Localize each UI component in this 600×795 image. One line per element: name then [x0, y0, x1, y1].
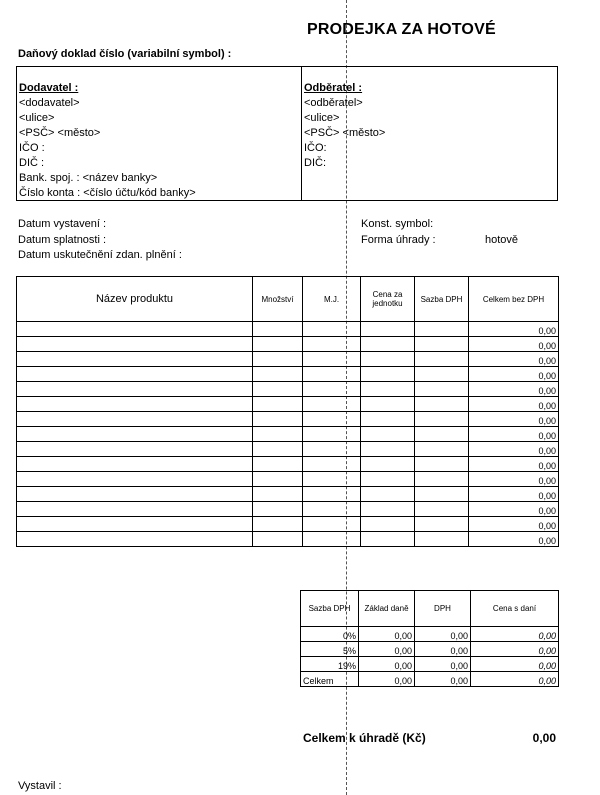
payment-block [361, 217, 436, 248]
item-unit-cell [303, 487, 361, 502]
item-row [17, 397, 559, 412]
item-unit-cell [303, 412, 361, 427]
item-row [17, 532, 559, 547]
items-table [16, 276, 559, 547]
item-unit-cell [303, 322, 361, 337]
payment-method-label: Forma úhrady : [361, 233, 436, 246]
grand-total-label: Celkem k úhradě (Kč) [303, 731, 426, 745]
item-total-cell: 0,00 [469, 517, 559, 532]
col-unit-price: Cena za jednotku [361, 277, 415, 322]
item-price-cell [361, 472, 415, 487]
item-total-cell: 0,00 [469, 367, 559, 382]
item-name-cell [17, 397, 253, 412]
item-vat-cell [415, 412, 469, 427]
item-qty-cell [253, 487, 303, 502]
customer-name: <odběratel> [304, 97, 363, 109]
item-total-cell: 0,00 [469, 442, 559, 457]
vat-total-price: 0,00 [471, 672, 559, 687]
vat-total-base: 0,00 [359, 672, 415, 687]
item-qty-cell [253, 427, 303, 442]
item-name-cell [17, 487, 253, 502]
customer-dic: DIČ: [304, 157, 326, 169]
item-qty-cell [253, 502, 303, 517]
items-header-row [17, 277, 559, 322]
item-qty-cell [253, 352, 303, 367]
vat-price-with-tax: 0,00 [471, 642, 559, 657]
item-qty-cell [253, 472, 303, 487]
item-row [17, 517, 559, 532]
item-unit-cell [303, 472, 361, 487]
vat-row [301, 642, 559, 657]
item-row [17, 457, 559, 472]
item-name-cell [17, 367, 253, 382]
item-unit-cell [303, 442, 361, 457]
item-row [17, 337, 559, 352]
supplier-bank: Bank. spoj. : <název banky> [19, 172, 158, 184]
item-vat-cell [415, 427, 469, 442]
item-total-cell: 0,00 [469, 397, 559, 412]
col-vat-rate: Sazba DPH [415, 277, 469, 322]
item-name-cell [17, 457, 253, 472]
col-product-name: Název produktu [17, 277, 253, 322]
item-price-cell [361, 352, 415, 367]
document-title: PRODEJKA ZA HOTOVÉ [307, 21, 496, 38]
grand-total-value: 0,00 [532, 731, 556, 745]
item-name-cell [17, 352, 253, 367]
vat-total-row [301, 672, 559, 687]
item-vat-cell [415, 442, 469, 457]
supplier-name: <dodavatel> [19, 97, 80, 109]
vat-col-rate: Sazba DPH [301, 591, 359, 627]
item-qty-cell [253, 412, 303, 427]
item-name-cell [17, 502, 253, 517]
item-vat-cell [415, 367, 469, 382]
item-name-cell [17, 472, 253, 487]
item-row [17, 487, 559, 502]
item-total-cell: 0,00 [469, 427, 559, 442]
item-vat-cell [415, 457, 469, 472]
item-total-cell: 0,00 [469, 382, 559, 397]
customer-city: <PSČ> <město> [304, 127, 386, 139]
item-total-cell: 0,00 [469, 502, 559, 517]
item-name-cell [17, 382, 253, 397]
supplier-city: <PSČ> <město> [19, 127, 101, 139]
item-total-cell: 0,00 [469, 322, 559, 337]
item-price-cell [361, 382, 415, 397]
vat-summary-table [300, 590, 559, 687]
vat-col-vat: DPH [415, 591, 471, 627]
item-row [17, 352, 559, 367]
item-total-cell: 0,00 [469, 457, 559, 472]
item-row [17, 442, 559, 457]
item-price-cell [361, 367, 415, 382]
item-name-cell [17, 412, 253, 427]
item-name-cell [17, 442, 253, 457]
customer-heading: Odběratel : [304, 82, 363, 94]
vat-rate: 19% [301, 657, 359, 672]
vat-base: 0,00 [359, 627, 415, 642]
item-price-cell [361, 427, 415, 442]
item-name-cell [17, 337, 253, 352]
item-price-cell [361, 502, 415, 517]
item-qty-cell [253, 382, 303, 397]
issue-date-label: Datum vystavení : [18, 218, 107, 230]
item-unit-cell [303, 337, 361, 352]
vat-price-with-tax: 0,00 [471, 657, 559, 672]
item-price-cell [361, 412, 415, 427]
parties-box [16, 66, 558, 201]
item-qty-cell [253, 337, 303, 352]
item-row [17, 427, 559, 442]
item-unit-cell [303, 517, 361, 532]
vat-amount: 0,00 [415, 642, 471, 657]
item-row [17, 367, 559, 382]
vat-header-row [301, 591, 559, 627]
issued-by-label: Vystavil : [18, 780, 62, 792]
item-name-cell [17, 322, 253, 337]
item-name-cell [17, 427, 253, 442]
item-vat-cell [415, 487, 469, 502]
item-row [17, 412, 559, 427]
item-unit-cell [303, 427, 361, 442]
item-total-cell: 0,00 [469, 337, 559, 352]
item-total-cell: 0,00 [469, 352, 559, 367]
vat-total-amount: 0,00 [415, 672, 471, 687]
vat-col-price: Cena s daní [471, 591, 559, 627]
item-row [17, 382, 559, 397]
item-unit-cell [303, 367, 361, 382]
customer-street: <ulice> [304, 112, 340, 124]
item-vat-cell [415, 502, 469, 517]
customer-block [304, 81, 385, 171]
supplier-heading: Dodavatel : [19, 82, 79, 94]
item-row [17, 472, 559, 487]
taxable-date-label: Datum uskutečnění zdan. plnění : [18, 249, 182, 261]
item-qty-cell [253, 457, 303, 472]
item-total-cell: 0,00 [469, 412, 559, 427]
item-vat-cell [415, 472, 469, 487]
item-price-cell [361, 457, 415, 472]
item-vat-cell [415, 532, 469, 547]
item-vat-cell [415, 517, 469, 532]
item-vat-cell [415, 397, 469, 412]
item-unit-cell [303, 352, 361, 367]
item-qty-cell [253, 442, 303, 457]
customer-ico: IČO: [304, 142, 327, 154]
item-name-cell [17, 532, 253, 547]
item-qty-cell [253, 532, 303, 547]
item-unit-cell [303, 457, 361, 472]
item-unit-cell [303, 397, 361, 412]
vat-rate: 0% [301, 627, 359, 642]
item-row [17, 502, 559, 517]
supplier-dic: DIČ : [19, 157, 45, 169]
vat-row [301, 657, 559, 672]
vat-amount: 0,00 [415, 657, 471, 672]
col-total-no-vat: Celkem bez DPH [469, 277, 559, 322]
vat-amount: 0,00 [415, 627, 471, 642]
due-date-label: Datum splatnosti : [18, 233, 107, 246]
item-unit-cell [303, 502, 361, 517]
item-qty-cell [253, 322, 303, 337]
supplier-ico: IČO : [19, 142, 45, 154]
item-price-cell [361, 397, 415, 412]
item-qty-cell [253, 397, 303, 412]
item-total-cell: 0,00 [469, 532, 559, 547]
item-row [17, 322, 559, 337]
item-name-cell [17, 517, 253, 532]
invoice-number-label: Daňový doklad číslo (variabilní symbol) : [18, 48, 232, 60]
item-price-cell [361, 442, 415, 457]
vat-base: 0,00 [359, 657, 415, 672]
item-price-cell [361, 532, 415, 547]
vat-row [301, 627, 559, 642]
vat-base: 0,00 [359, 642, 415, 657]
item-total-cell: 0,00 [469, 487, 559, 502]
item-vat-cell [415, 382, 469, 397]
vat-price-with-tax: 0,00 [471, 627, 559, 642]
item-unit-cell [303, 382, 361, 397]
const-symbol-label: Konst. symbol: [361, 218, 434, 230]
vat-rate: 5% [301, 642, 359, 657]
item-vat-cell [415, 337, 469, 352]
parties-divider [301, 67, 302, 200]
supplier-street: <ulice> [19, 112, 55, 124]
vat-col-base: Základ daně [359, 591, 415, 627]
item-qty-cell [253, 517, 303, 532]
dates-block [18, 217, 182, 264]
supplier-block [19, 81, 196, 201]
supplier-account: Číslo konta : <číslo účtu/kód banky> [19, 187, 196, 199]
payment-method-value: hotově [485, 233, 519, 246]
item-unit-cell [303, 532, 361, 547]
item-total-cell: 0,00 [469, 472, 559, 487]
item-vat-cell [415, 322, 469, 337]
item-price-cell [361, 337, 415, 352]
vat-total-label: Celkem [301, 672, 359, 687]
col-unit: M.J. [303, 277, 361, 322]
item-price-cell [361, 322, 415, 337]
item-qty-cell [253, 367, 303, 382]
item-price-cell [361, 517, 415, 532]
item-vat-cell [415, 352, 469, 367]
item-price-cell [361, 487, 415, 502]
col-quantity: Množství [253, 277, 303, 322]
